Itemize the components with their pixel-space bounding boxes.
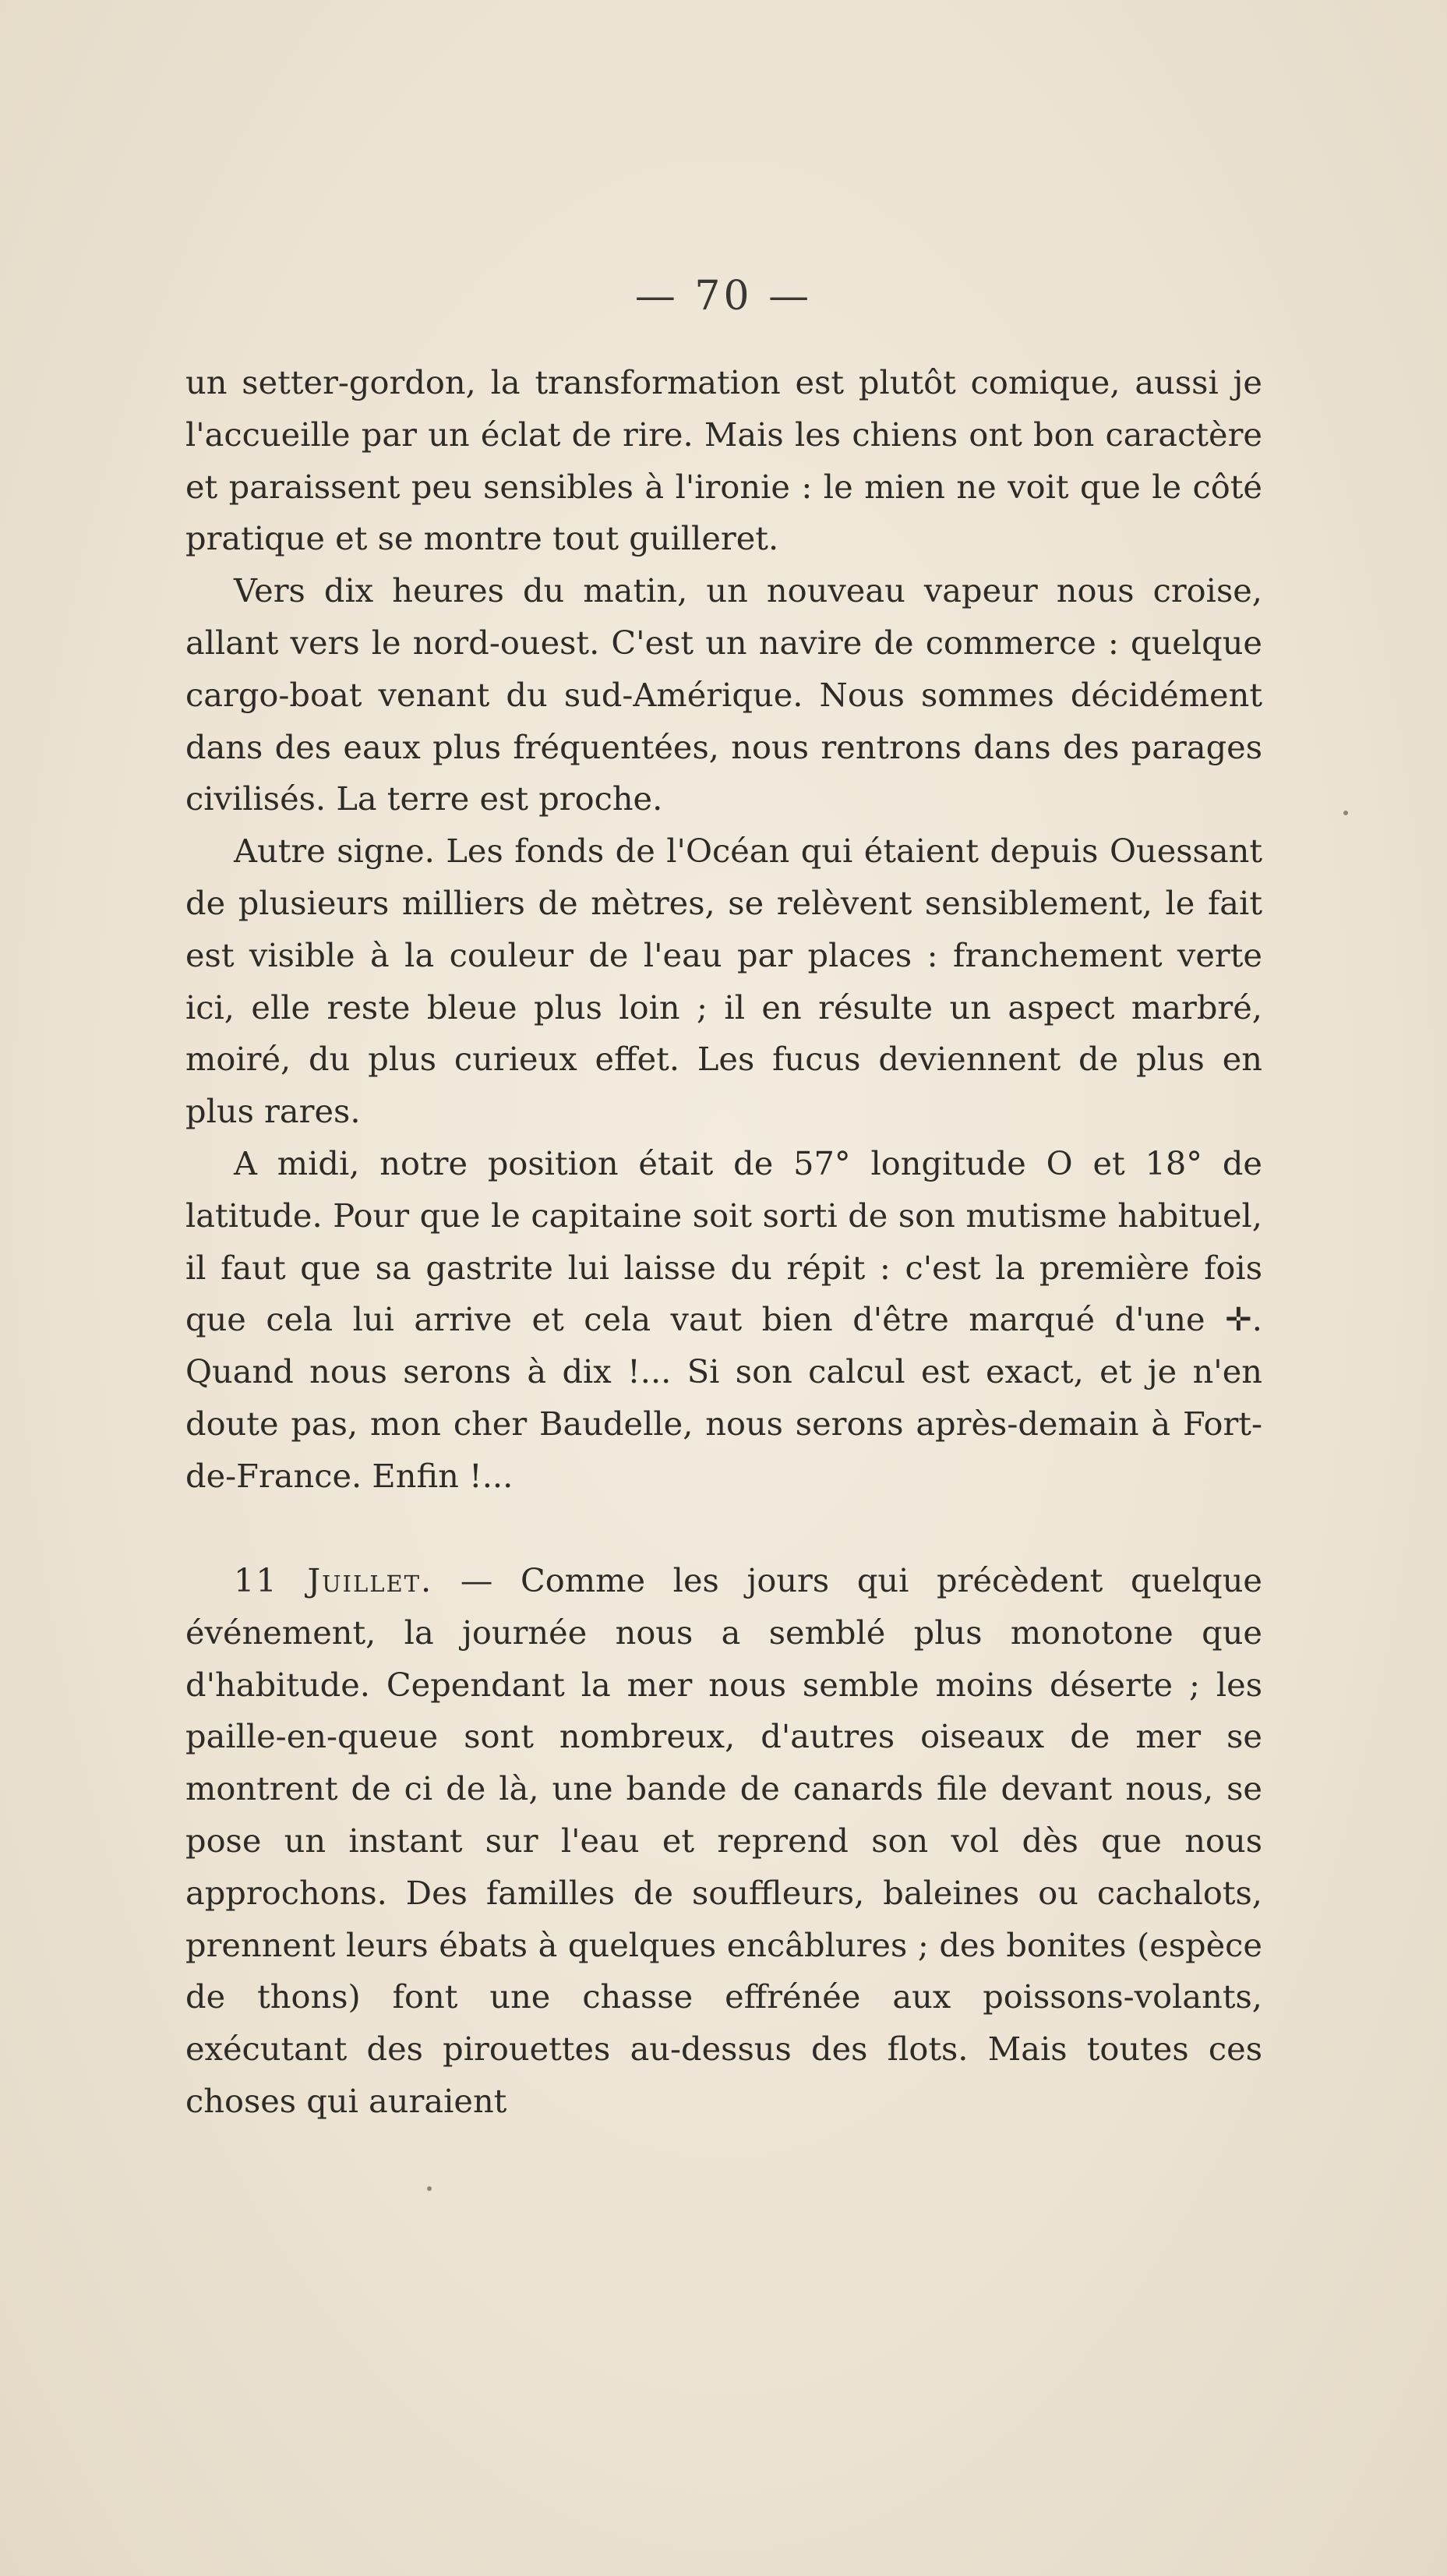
paper-speck [1343, 811, 1348, 815]
diary-entry-paragraph [185, 1555, 1262, 2128]
text-block-diary-entry [185, 1555, 1262, 2128]
entry-text: — Comme les jours qui précèdent quelque événement, la journée nous a semblé plus monotone que d'habitude. Cependant la mer nous semble moins déserte ; les paille-en-queue sont nombreux, d'autres oiseaux de mer se montrent de ci de là, une bande de canards file devant nous, se pose un instant sur l'eau et reprend son vol dès que nous approchons. Des familles de souffleurs, baleines ou cachalots, prennent leurs ébats à quelques encâblures ; des bonites (espèce de thons) font une chasse effrénée aux poissons-volants, exécutant des pirouettes au-dessus des flots. Mais toutes ces choses qui auraient [185, 1561, 1262, 2120]
page-number: — 70 — [634, 273, 813, 320]
text-block-main [185, 357, 1262, 1503]
paragraph-vapeur: Vers dix heures du matin, un nouveau vapeur nous croise, allant vers le nord-ouest. C'est un navire de commerce : quelque cargo-boat venant du sud-Amérique. Nous sommes décidément dans des eaux plus fréquentées, nous rentrons dans des parages civilisés. La terre est proche. [185, 571, 1262, 818]
paper-speck [427, 2186, 432, 2191]
entry-date: 11 Juillet. [234, 1561, 433, 1599]
paragraph-continuation: un setter-gordon, la transformation est plutôt comique, aussi je l'accueille par un éclat de rire. Mais les chiens ont bon caractère et paraissent peu sensibles à l'ironie : le mien ne voit que le côté pratique et se montre tout guilleret. [185, 363, 1262, 558]
paragraph-midi: A midi, notre position était de 57° longitude O et 18° de latitude. Pour que le capitaine soit sorti de son mutisme habituel, il faut que sa gastrite lui laisse du répit : c'est la première fois que cela lui arrive et cela vaut bien d'être marqué d'une ✛. Quand nous serons à dix !... Si son calcul est exact, et je n'en doute pas, mon cher Baudelle, nous serons après-demain à Fort-de-France. Enfin !... [185, 1143, 1262, 1495]
paragraph-autre-signe: Autre signe. Les fonds de l'Océan qui étaient depuis Ouessant de plusieurs milliers de mètres, se relèvent sensiblement, le fait est visible à la couleur de l'eau par places : franchement verte ici, elle reste bleue plus loin ; il en résulte un aspect marbré, moiré, du plus curieux effet. Les fucus deviennent de plus en plus rares. [185, 832, 1262, 1131]
